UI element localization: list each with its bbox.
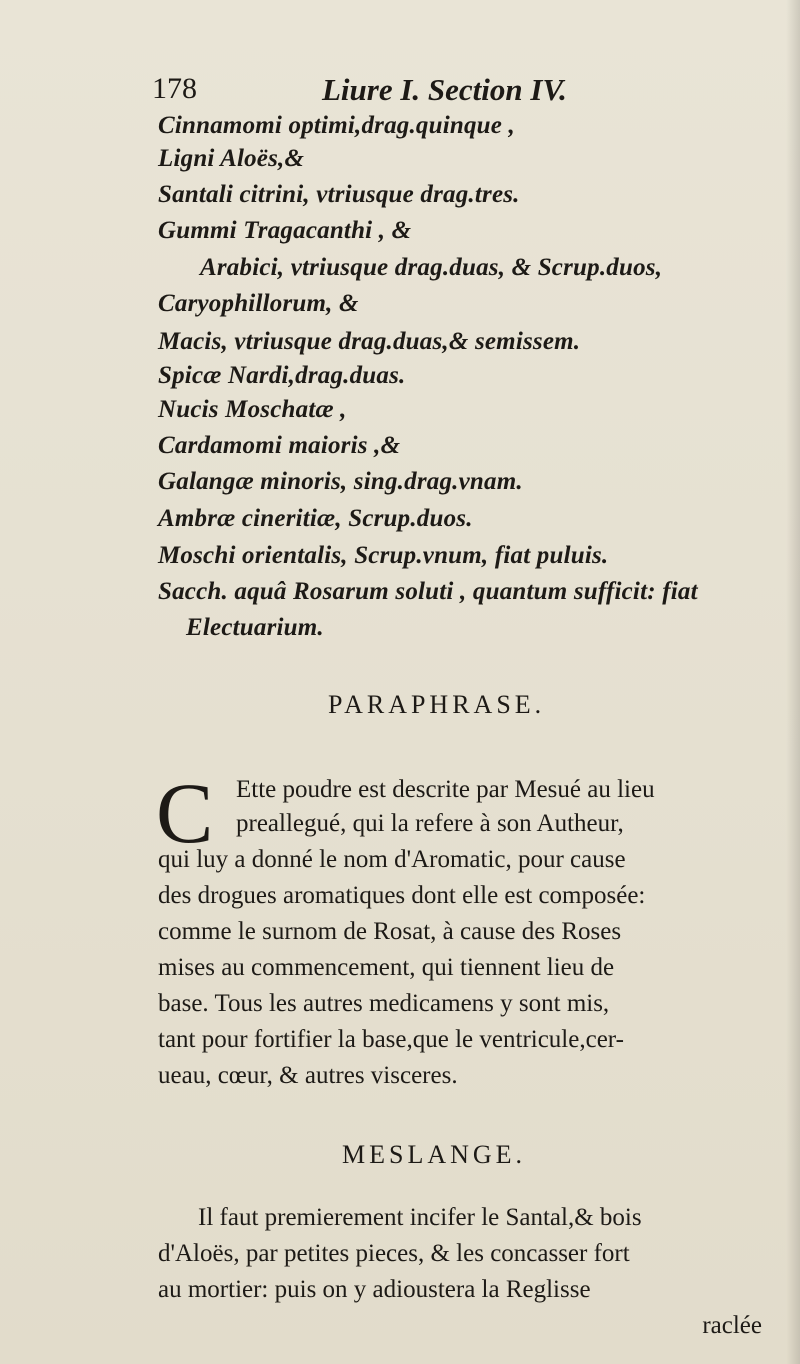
catchword: raclée [702,1312,762,1339]
page-header [152,72,752,112]
paragraph-line: tant pour fortifier la base,que le ventricule,cer- [158,1026,624,1053]
meslange-heading: MESLANGE. [342,1140,527,1169]
paragraph-line: mises au commencement, qui tiennent lieu de [158,954,615,981]
recipe-line: Nucis Moschatæ , [158,396,347,423]
recipe-line: Arabici, vtriusque drag.duas, & Scrup.duos, [200,254,663,281]
recipe-line: Cardamomi maioris ,& [158,432,401,459]
paragraph-line: des drogues aromatiques dont elle est composée: [158,882,646,909]
recipe-line: Macis, vtriusque drag.duas,& semissem. [158,328,581,355]
recipe-line: Spicæ Nardi,drag.duas. [158,362,406,389]
paragraph-line: ueau, cœur, & autres visceres. [158,1062,458,1089]
paragraph-line: Ette poudre est descrite par Mesué au lieu [236,776,655,803]
recipe-line: Ligni Aloës,& [158,145,305,172]
recipe-line: Moschi orientalis, Scrup.vnum, fiat puluis. [158,542,609,569]
drop-cap: C [156,765,214,861]
recipe-line: Galangæ minoris, sing.drag.vnam. [158,468,523,495]
paragraph-line: base. Tous les autres medicamens y sont mis, [158,990,610,1017]
recipe-line: Gummi Tragacanthi , & [158,217,412,244]
recipe-line: Ambræ cineritiæ, Scrup.duos. [158,505,473,532]
paragraph-line: d'Aloës, par petites pieces, & les concasser fort [158,1240,630,1267]
paragraph-line: qui luy a donné le nom d'Aromatic, pour cause [158,846,626,873]
page-gutter-shadow [786,0,800,1364]
paraphrase-heading: PARAPHRASE. [328,690,546,719]
recipe-line: Cinnamomi optimi,drag.quinque , [158,112,515,139]
recipe-line: Caryophillorum, & [158,290,359,317]
recipe-line: Santali citrini, vtriusque drag.tres. [158,181,520,208]
recipe-line: Sacch. aquâ Rosarum soluti , quantum sufficit: fiat [158,578,698,605]
paragraph-line: comme le surnom de Rosat, à cause des Roses [158,918,622,945]
running-title: Liure I. Section IV. [322,72,567,107]
paragraph-line: au mortier: puis on y adioustera la Reglisse [158,1276,591,1303]
paragraph-line: Il faut premierement incifer le Santal,& bois [198,1204,642,1231]
recipe-line: Electuarium. [186,614,324,641]
paragraph-line: preallegué, qui la refere à son Autheur, [236,810,624,837]
page-number: 178 [152,72,197,105]
